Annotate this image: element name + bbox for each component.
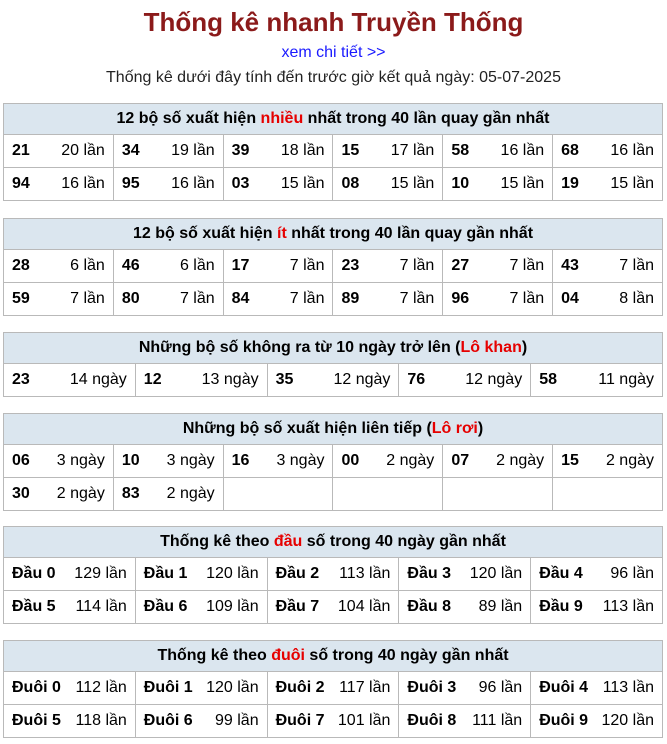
stat-cell: 68 16 lần [553,135,663,168]
stat-cell: 03 15 lần [223,168,333,201]
stat-cell: 39 18 lần [223,135,333,168]
stat-cell: 19 15 lần [553,168,663,201]
table-row [4,591,663,624]
page-subtitle: Thống kê dưới đây tính đến trước giờ kết quả ngày: 05-07-2025 [106,69,561,86]
stat-cell: Đuôi 8 111 lần [399,705,531,738]
stat-cell: 84 7 lần [223,283,333,316]
stat-cell: 43 7 lần [553,250,663,283]
section-lo-khan [3,332,663,397]
stat-cell: Đuôi 5 118 lần [4,705,136,738]
table-row [4,478,663,511]
empty-cell [223,478,333,511]
stat-cell: Đuôi 0 112 lần [4,672,136,705]
stat-cell: 21 20 lần [4,135,114,168]
stat-cell: 58 11 ngày [531,364,663,397]
stat-cell: Đuôi 6 99 lần [135,705,267,738]
section-heading: 12 bộ số xuất hiện ít nhất trong 40 lần quay gần nhất [4,219,663,250]
stat-cell: Đầu 7 104 lần [267,591,399,624]
stat-cell: Đầu 2 113 lần [267,558,399,591]
stat-cell: 23 7 lần [333,250,443,283]
stat-cell: 08 15 lần [333,168,443,201]
stat-cell: 95 16 lần [113,168,223,201]
stat-cell: 58 16 lần [443,135,553,168]
view-details-link[interactable]: xem chi tiết >> [281,44,386,61]
stat-cell: 27 7 lần [443,250,553,283]
section-most-frequent [3,103,663,201]
stat-cell: Đuôi 7 101 lần [267,705,399,738]
stat-cell: 04 8 lần [553,283,663,316]
table-row [4,705,663,738]
stat-cell: 10 15 lần [443,168,553,201]
stat-cell: Đầu 6 109 lần [135,591,267,624]
empty-cell [553,478,663,511]
stat-cell: 07 2 ngày [443,445,553,478]
stat-cell: 46 6 lần [113,250,223,283]
stat-cell: 59 7 lần [4,283,114,316]
stat-cell: Đuôi 3 96 lần [399,672,531,705]
stat-cell: 15 17 lần [333,135,443,168]
stat-cell: Đuôi 4 113 lần [531,672,663,705]
page-header [0,0,667,89]
stat-cell: Đầu 5 114 lần [4,591,136,624]
page-title: Thống kê nhanh Truyền Thống [143,7,524,37]
empty-cell [443,478,553,511]
stat-cell: Đuôi 2 117 lần [267,672,399,705]
section-heading: Thống kê theo đầu số trong 40 ngày gần nhất [4,527,663,558]
section-lo-roi [3,413,663,511]
stat-cell: 76 12 ngày [399,364,531,397]
section-dau-stats [3,526,663,624]
section-duoi-stats [3,640,663,738]
stat-cell: 17 7 lần [223,250,333,283]
table-row [4,135,663,168]
stat-cell: 00 2 ngày [333,445,443,478]
stat-cell: Đầu 9 113 lần [531,591,663,624]
table-row [4,445,663,478]
stat-cell: Đầu 1 120 lần [135,558,267,591]
stat-cell: 06 3 ngày [4,445,114,478]
stat-cell: 16 3 ngày [223,445,333,478]
stat-cell: 89 7 lần [333,283,443,316]
empty-cell [333,478,443,511]
stat-cell: 30 2 ngày [4,478,114,511]
stat-cell: Đuôi 1 120 lần [135,672,267,705]
stat-cell: Đuôi 9 120 lần [531,705,663,738]
stat-cell: Đầu 3 120 lần [399,558,531,591]
table-row [4,168,663,201]
stat-cell: Đầu 0 129 lần [4,558,136,591]
stat-cell: 12 13 ngày [135,364,267,397]
stat-cell: 83 2 ngày [113,478,223,511]
stat-cell: 28 6 lần [4,250,114,283]
stat-cell: 10 3 ngày [113,445,223,478]
section-least-frequent [3,218,663,316]
table-row [4,250,663,283]
stat-cell: 34 19 lần [113,135,223,168]
section-heading: Những bộ số không ra từ 10 ngày trở lên (Lô khan) [4,333,663,364]
section-heading: 12 bộ số xuất hiện nhiều nhất trong 40 lần quay gần nhất [4,104,663,135]
stat-cell: 80 7 lần [113,283,223,316]
stat-cell: 23 14 ngày [4,364,136,397]
table-row [4,283,663,316]
stat-cell: Đầu 8 89 lần [399,591,531,624]
stat-cell: Đầu 4 96 lần [531,558,663,591]
section-heading: Thống kê theo đuôi số trong 40 ngày gần nhất [4,641,663,672]
table-row [4,672,663,705]
table-row [4,558,663,591]
stat-cell: 15 2 ngày [553,445,663,478]
table-row [4,364,663,397]
section-heading: Những bộ số xuất hiện liên tiếp (Lô rơi) [4,414,663,445]
stat-cell: 96 7 lần [443,283,553,316]
stat-cell: 94 16 lần [4,168,114,201]
stat-cell: 35 12 ngày [267,364,399,397]
